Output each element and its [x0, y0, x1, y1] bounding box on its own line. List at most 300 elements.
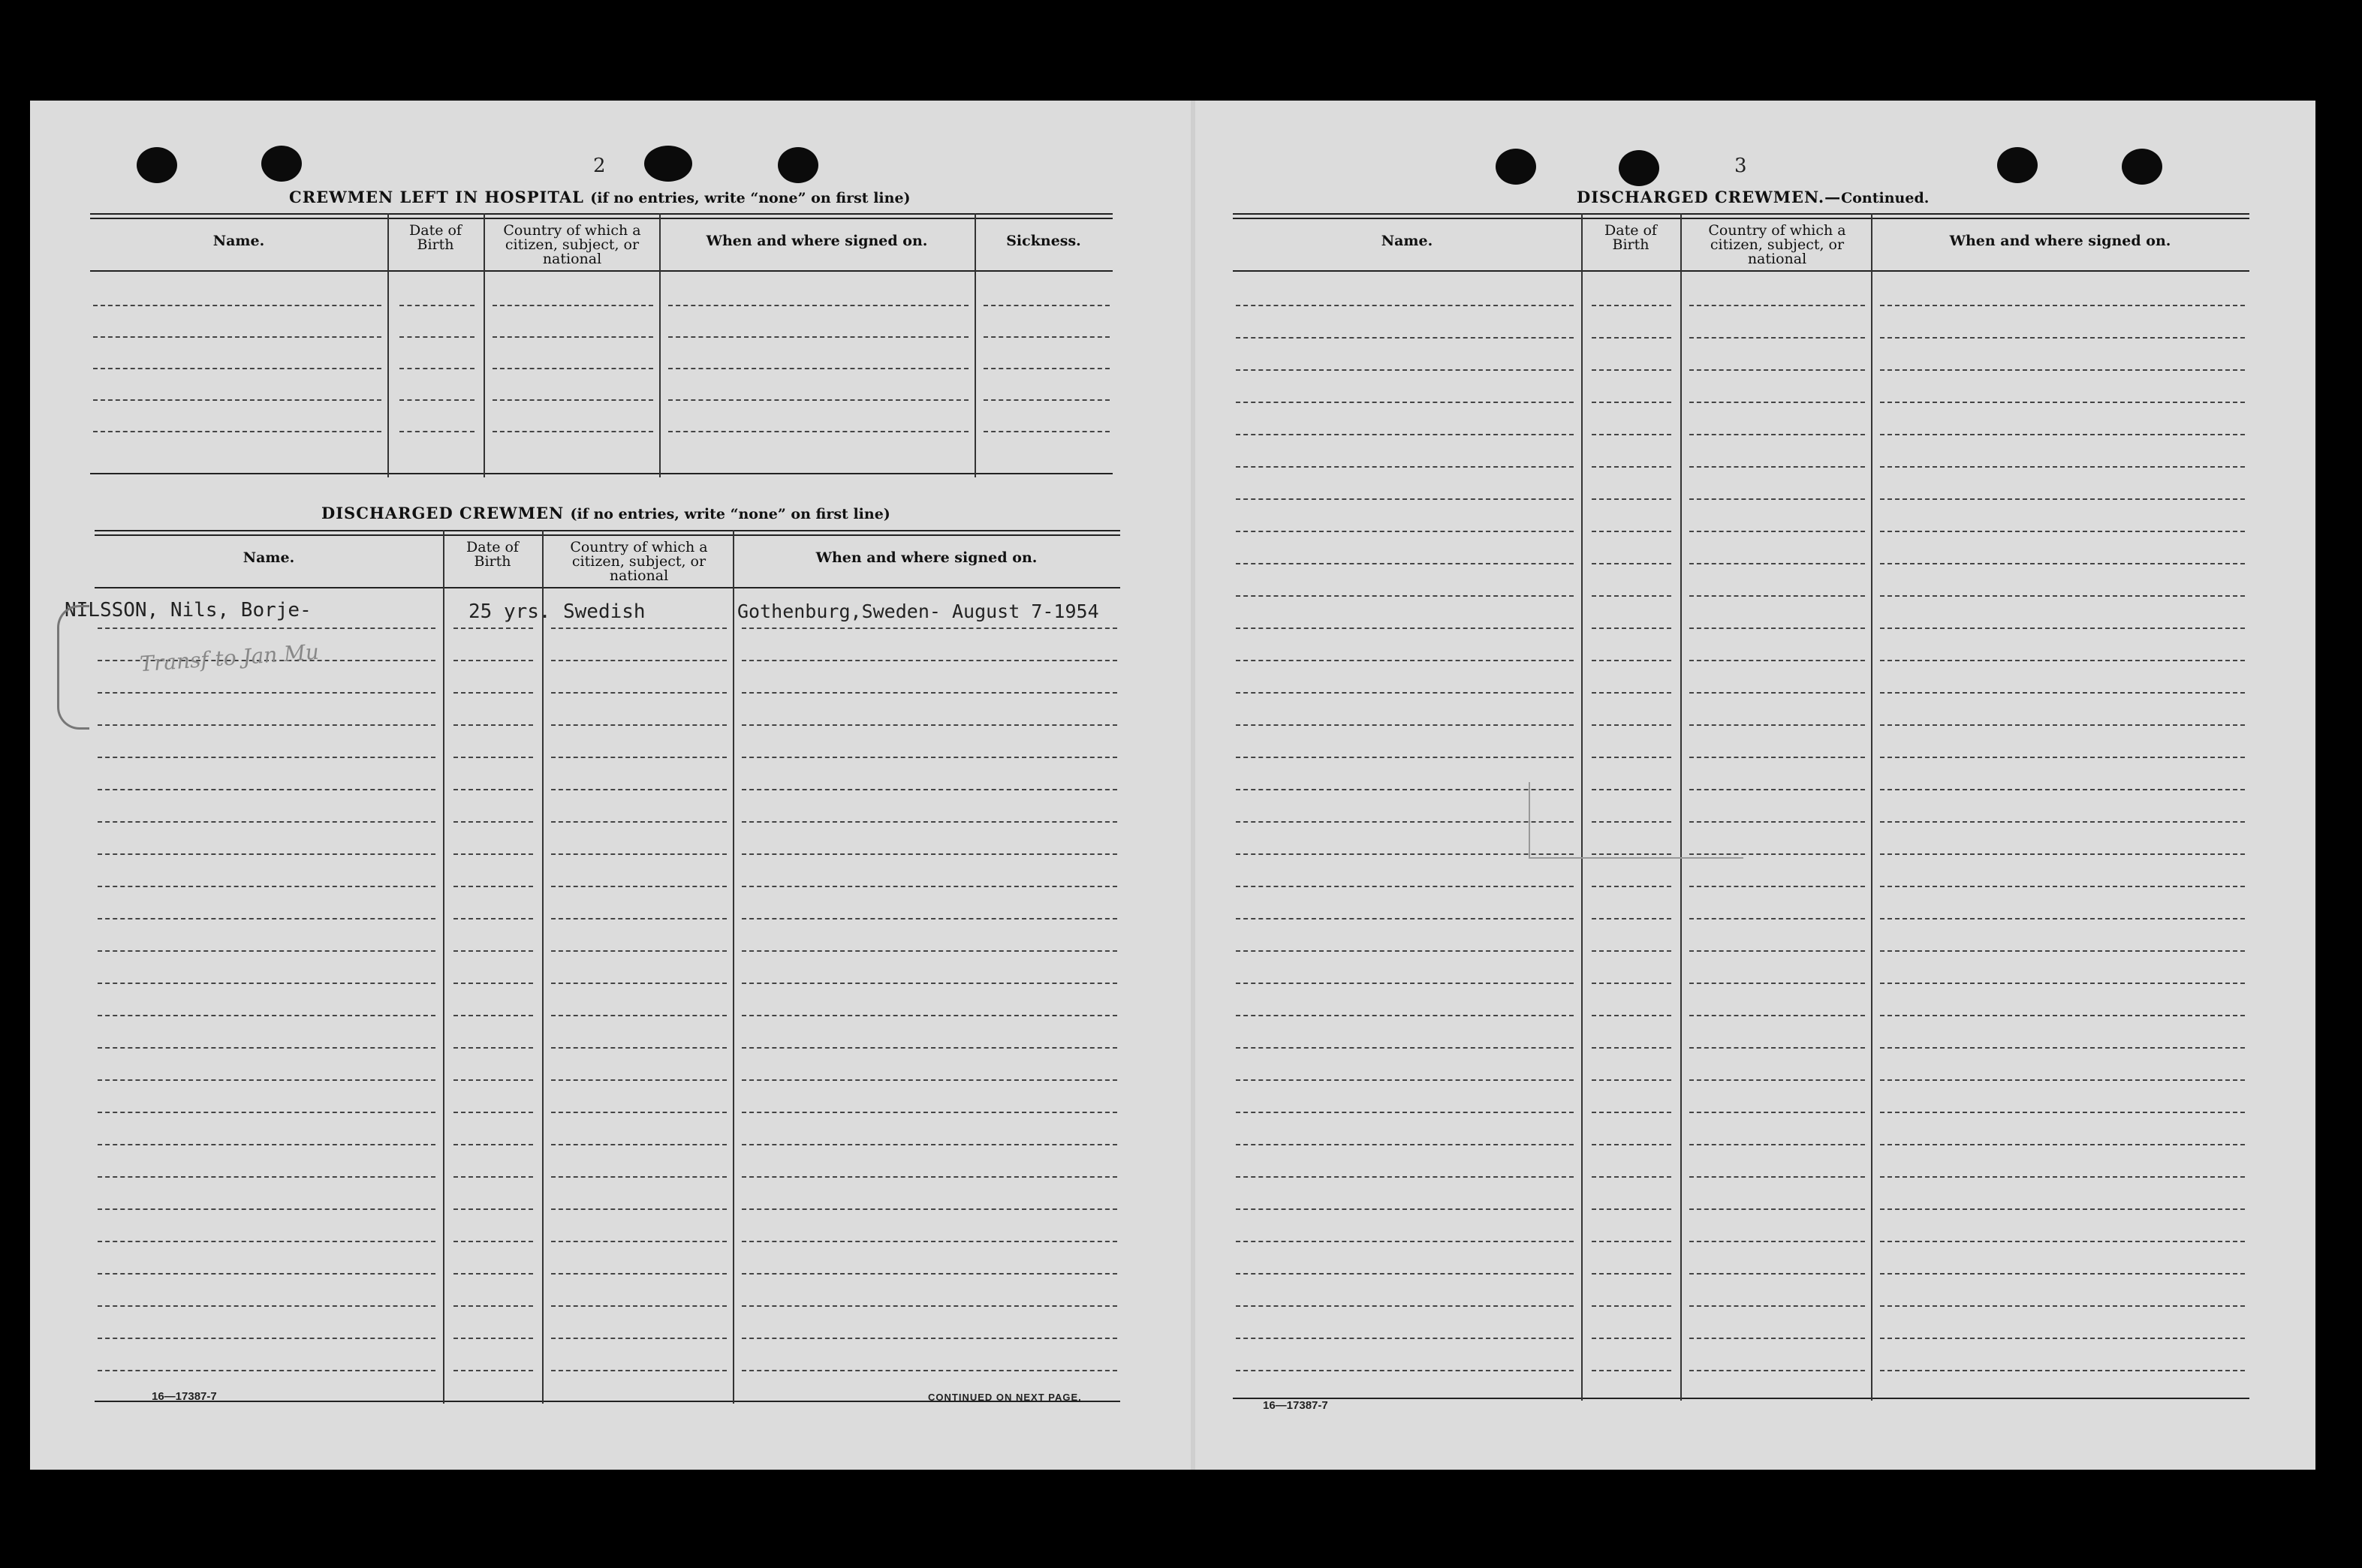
dashed-segment [453, 789, 533, 790]
dashed-segment [1592, 595, 1671, 597]
dashed-segment [1236, 1338, 1574, 1339]
page-number: 2 [593, 155, 606, 177]
dashed-segment [93, 399, 381, 401]
dashed-segment [98, 1015, 435, 1016]
hospital-title-note: (if no entries, write “none” on first line) [590, 190, 911, 206]
dashed-segment [93, 368, 381, 369]
dashed-segment [453, 1015, 533, 1016]
dashed-segment [1592, 724, 1671, 726]
dashed-segment [1880, 563, 2245, 564]
discharged-title-text: DISCHARGED CREWMEN [321, 504, 565, 522]
dashed-segment [1880, 1370, 2245, 1371]
dashed-segment [1689, 305, 1865, 306]
dashed-segment [1689, 724, 1865, 726]
dashed-segment [1592, 1176, 1671, 1178]
entry-country: Swedish [563, 600, 646, 623]
dashed-segment [1592, 1338, 1671, 1339]
dashed-segment [493, 399, 653, 401]
dashed-segment [742, 724, 1117, 726]
dashed-segment [1689, 1370, 1865, 1371]
dashed-segment [453, 1208, 533, 1210]
dashed-segment [453, 950, 533, 952]
dashed-segment [551, 1144, 727, 1145]
dashed-segment [453, 660, 533, 661]
dashed-segment [1689, 983, 1865, 984]
dashed-segment [1880, 1079, 2245, 1081]
dashed-segment [1236, 628, 1574, 629]
handwritten-note: Transf to Jan Mu [139, 639, 320, 677]
dashed-segment [1880, 305, 2245, 306]
column-header-signed-on: When and where signed on. [815, 549, 1038, 566]
dashed-segment [453, 886, 533, 887]
dashed-segment [984, 368, 1110, 369]
dashed-segment [668, 305, 969, 306]
dashed-segment [984, 431, 1110, 432]
dashed-segment [453, 821, 533, 823]
column-header-dob: Date of Birth [1604, 222, 1657, 253]
dashed-segment [1592, 1112, 1671, 1113]
dashed-segment [1592, 1047, 1671, 1049]
dashed-segment [1236, 595, 1574, 597]
dashed-segment [1880, 1112, 2245, 1113]
discharged-continued-title [1577, 188, 1929, 206]
dashed-segment [1236, 660, 1574, 661]
dashed-segment [453, 918, 533, 919]
dashed-segment [742, 1112, 1117, 1113]
dashed-segment [1880, 628, 2245, 629]
continued-note: CONTINUED ON NEXT PAGE. [928, 1392, 1082, 1403]
dashed-segment [1689, 660, 1865, 661]
dashed-segment [984, 336, 1110, 338]
form-number: 16—17387-7 [152, 1390, 217, 1403]
dashed-segment [1592, 466, 1671, 468]
dashed-segment [1880, 1241, 2245, 1242]
dashed-segment [1592, 563, 1671, 564]
column-header-name: Name. [1381, 233, 1433, 249]
dashed-segment [1880, 337, 2245, 339]
dashed-segment [453, 1176, 533, 1178]
dashed-segment [1236, 692, 1574, 694]
dashed-segment [1592, 983, 1671, 984]
dashed-segment [1592, 369, 1671, 371]
dashed-segment [1689, 1273, 1865, 1275]
dashed-segment [493, 305, 653, 306]
dashed-segment [551, 1338, 727, 1339]
dashed-segment [551, 1241, 727, 1242]
dashed-segment [742, 1241, 1117, 1242]
dashed-segment [1236, 789, 1574, 790]
dashed-segment [1880, 886, 2245, 887]
dashed-segment [1880, 789, 2245, 790]
dashed-segment [1880, 369, 2245, 371]
header-rule [90, 270, 1113, 272]
dashed-segment [93, 336, 381, 338]
dashed-segment [98, 1208, 435, 1210]
dashed-segment [1236, 1273, 1574, 1275]
dashed-segment [1880, 402, 2245, 403]
table-top-rule [1233, 213, 2249, 219]
dashed-segment [742, 1273, 1117, 1275]
dashed-segment [1592, 1241, 1671, 1242]
dashed-segment [1592, 1144, 1671, 1145]
dashed-segment [1592, 757, 1671, 758]
dashed-segment [1880, 466, 2245, 468]
dashed-segment [1592, 498, 1671, 500]
document-scan [30, 101, 2315, 1470]
dashed-segment [1236, 305, 1574, 306]
dashed-segment [551, 853, 727, 855]
header-rule [95, 587, 1120, 588]
dashed-segment [742, 853, 1117, 855]
right-page [1201, 101, 2315, 1470]
dashed-segment [1880, 853, 2245, 855]
dashed-segment [1880, 757, 2245, 758]
dashed-segment [1236, 1015, 1574, 1016]
dashed-segment [1880, 1047, 2245, 1049]
dashed-segment [742, 1208, 1117, 1210]
dashed-segment [1236, 950, 1574, 952]
dashed-segment [98, 1176, 435, 1178]
dashed-segment [1592, 402, 1671, 403]
dashed-segment [1689, 1208, 1865, 1210]
discharged-continued-title-text: DISCHARGED CREWMEN.— [1577, 188, 1842, 206]
dashed-segment [668, 431, 969, 432]
dashed-segment [1689, 757, 1865, 758]
dashed-segment [1592, 1208, 1671, 1210]
dashed-segment [1236, 1047, 1574, 1049]
dashed-segment [1880, 1338, 2245, 1339]
dashed-segment [1236, 1370, 1574, 1371]
dashed-segment [1689, 369, 1865, 371]
dashed-segment [98, 1079, 435, 1081]
column-divider [975, 213, 976, 477]
handwritten-bracket [57, 605, 89, 730]
hospital-section-title [289, 188, 911, 206]
dashed-segment [1880, 498, 2245, 500]
dashed-segment [742, 1079, 1117, 1081]
left-page [30, 101, 1186, 1470]
dashed-segment [551, 886, 727, 887]
dashed-segment [1592, 918, 1671, 919]
dashed-segment [1689, 1144, 1865, 1145]
discharged-title-note: (if no entries, write “none” on first line) [570, 506, 890, 522]
dashed-segment [668, 399, 969, 401]
dashed-segment [1236, 1144, 1574, 1145]
entry-name: NILSSON, Nils, Borje- [65, 599, 312, 621]
dashed-segment [98, 789, 435, 790]
dashed-segment [1880, 1208, 2245, 1210]
column-header-country: Country of which a citizen, subject, or national [503, 222, 641, 267]
dashed-segment [93, 305, 381, 306]
dashed-segment [1689, 950, 1865, 952]
dashed-segment [1880, 983, 2245, 984]
dashed-segment [1689, 1079, 1865, 1081]
dashed-segment [453, 628, 533, 629]
dashed-segment [1880, 918, 2245, 919]
dashed-segment [98, 1112, 435, 1113]
dashed-segment [1880, 1305, 2245, 1307]
dashed-segment [1592, 1015, 1671, 1016]
dashed-segment [551, 1015, 727, 1016]
dashed-segment [1236, 369, 1574, 371]
dashed-segment [551, 724, 727, 726]
dashed-segment [1236, 1112, 1574, 1113]
column-header-sickness: Sickness. [1006, 233, 1081, 249]
discharged-section-title [321, 504, 890, 522]
dashed-segment [1689, 1241, 1865, 1242]
column-divider [659, 213, 661, 477]
punch-hole [1496, 149, 1536, 185]
dashed-segment [1880, 531, 2245, 532]
dashed-segment [1592, 886, 1671, 887]
dashed-segment [742, 821, 1117, 823]
dashed-segment [551, 692, 727, 694]
dashed-segment [98, 1144, 435, 1145]
dashed-segment [1880, 1144, 2245, 1145]
dashed-segment [98, 724, 435, 726]
table-bottom-rule [90, 473, 1113, 474]
dashed-segment [1236, 724, 1574, 726]
dashed-segment [453, 983, 533, 984]
dashed-segment [551, 757, 727, 758]
dashed-segment [98, 1305, 435, 1307]
dashed-segment [1880, 724, 2245, 726]
dashed-segment [1689, 692, 1865, 694]
dashed-segment [984, 305, 1110, 306]
punch-hole [137, 147, 177, 183]
column-divider [484, 213, 485, 477]
dashed-segment [493, 368, 653, 369]
dashed-segment [742, 918, 1117, 919]
column-header-country: Country of which a citizen, subject, or national [570, 539, 708, 584]
dashed-segment [1592, 628, 1671, 629]
dashed-segment [1689, 1047, 1865, 1049]
dashed-segment [1236, 563, 1574, 564]
dashed-segment [1236, 1241, 1574, 1242]
dashed-segment [1689, 1176, 1865, 1178]
dashed-segment [1236, 1079, 1574, 1081]
dashed-segment [1689, 886, 1865, 887]
discharged-table [65, 530, 1120, 1404]
dashed-segment [453, 853, 533, 855]
dashed-segment [551, 1047, 727, 1049]
dashed-segment [453, 1079, 533, 1081]
dashed-segment [399, 305, 475, 306]
dashed-segment [1689, 531, 1865, 532]
dashed-segment [551, 1079, 727, 1081]
dashed-segment [551, 628, 727, 629]
dashed-segment [453, 1047, 533, 1049]
dashed-segment [453, 1273, 533, 1275]
dashed-segment [1880, 434, 2245, 435]
column-header-dob: Date of Birth [409, 222, 462, 253]
dashed-segment [1689, 1338, 1865, 1339]
punch-hole [644, 146, 692, 182]
table-top-rule [90, 213, 1113, 219]
table-top-rule [95, 530, 1120, 536]
entry-signed-on: Gothenburg,Sweden- August 7-1954 [737, 600, 1099, 622]
dashed-segment [399, 336, 475, 338]
column-divider [1871, 213, 1872, 1401]
dashed-segment [1689, 918, 1865, 919]
dashed-segment [1236, 1176, 1574, 1178]
column-divider [443, 530, 444, 1404]
dashed-segment [1592, 1370, 1671, 1371]
dashed-segment [1880, 660, 2245, 661]
dashed-segment [742, 1015, 1117, 1016]
dashed-segment [1236, 886, 1574, 887]
dashed-segment [742, 1176, 1117, 1178]
dashed-segment [98, 1047, 435, 1049]
dashed-segment [98, 918, 435, 919]
dashed-segment [453, 1370, 533, 1371]
dashed-segment [98, 1273, 435, 1275]
dashed-segment [742, 886, 1117, 887]
table-bottom-rule [1233, 1398, 2249, 1399]
dashed-segment [1689, 498, 1865, 500]
dashed-segment [1592, 1273, 1671, 1275]
dashed-segment [668, 368, 969, 369]
dashed-segment [399, 368, 475, 369]
dashed-segment [453, 1305, 533, 1307]
dashed-segment [399, 431, 475, 432]
dashed-segment [551, 918, 727, 919]
dashed-segment [1880, 1273, 2245, 1275]
dashed-segment [399, 399, 475, 401]
column-header-signed-on: When and where signed on. [706, 233, 928, 249]
dashed-segment [98, 757, 435, 758]
dashed-segment [1236, 434, 1574, 435]
header-rule [1233, 270, 2249, 272]
dashed-segment [668, 336, 969, 338]
dashed-segment [742, 983, 1117, 984]
dashed-segment [1236, 821, 1574, 823]
dashed-segment [551, 1176, 727, 1178]
dashed-segment [742, 1144, 1117, 1145]
dashed-segment [1236, 983, 1574, 984]
dashed-segment [493, 431, 653, 432]
dashed-segment [1880, 821, 2245, 823]
dashed-segment [1236, 531, 1574, 532]
dashed-segment [742, 660, 1117, 661]
column-header-dob: Date of Birth [466, 539, 519, 570]
dashed-segment [1592, 692, 1671, 694]
dashed-segment [742, 1047, 1117, 1049]
dashed-segment [98, 628, 435, 629]
dashed-segment [742, 950, 1117, 952]
dashed-segment [742, 789, 1117, 790]
dashed-segment [1236, 337, 1574, 339]
discharged-continued-table [1233, 213, 2249, 1401]
punch-hole [261, 146, 302, 182]
dashed-segment [1236, 1305, 1574, 1307]
dashed-segment [1236, 1208, 1574, 1210]
discharged-continued-suffix: Continued. [1841, 190, 1930, 206]
dashed-segment [742, 1338, 1117, 1339]
page-fold [1191, 101, 1195, 1470]
dashed-segment [551, 1273, 727, 1275]
dashed-segment [453, 724, 533, 726]
dashed-segment [1880, 595, 2245, 597]
dashed-segment [1592, 337, 1671, 339]
dashed-segment [1236, 757, 1574, 758]
dashed-segment [551, 821, 727, 823]
dashed-segment [1689, 563, 1865, 564]
dashed-segment [1592, 660, 1671, 661]
column-divider [542, 530, 544, 1404]
column-divider [387, 213, 389, 477]
dashed-segment [98, 950, 435, 952]
dashed-segment [551, 1112, 727, 1113]
dashed-segment [551, 789, 727, 790]
dashed-segment [453, 1338, 533, 1339]
dashed-segment [98, 1370, 435, 1371]
punch-hole [1997, 147, 2038, 183]
dashed-segment [453, 1144, 533, 1145]
dashed-segment [93, 431, 381, 432]
dashed-segment [98, 1241, 435, 1242]
dashed-segment [742, 692, 1117, 694]
dashed-segment [98, 692, 435, 694]
page-number: 3 [1734, 155, 1747, 177]
dashed-segment [1880, 950, 2245, 952]
dashed-segment [551, 1370, 727, 1371]
dashed-segment [1689, 1305, 1865, 1307]
dashed-segment [1689, 337, 1865, 339]
punch-hole [2122, 149, 2162, 185]
dashed-segment [453, 757, 533, 758]
dashed-segment [1689, 628, 1865, 629]
dashed-segment [98, 886, 435, 887]
dashed-segment [1689, 595, 1865, 597]
dashed-segment [551, 1305, 727, 1307]
column-header-name: Name. [212, 233, 265, 249]
dashed-segment [1689, 402, 1865, 403]
dashed-segment [1880, 1015, 2245, 1016]
dashed-segment [551, 950, 727, 952]
dashed-segment [1236, 498, 1574, 500]
dashed-segment [1592, 1305, 1671, 1307]
dashed-segment [98, 983, 435, 984]
dashed-segment [551, 1208, 727, 1210]
column-header-name: Name. [243, 549, 295, 566]
punch-hole [778, 147, 818, 183]
dashed-segment [453, 1112, 533, 1113]
dashed-segment [493, 336, 653, 338]
dashed-segment [742, 628, 1117, 629]
column-divider [733, 530, 734, 1404]
faint-stamp [1529, 782, 1743, 859]
column-header-country: Country of which a citizen, subject, or national [1708, 222, 1846, 267]
dashed-segment [1236, 918, 1574, 919]
dashed-segment [1236, 466, 1574, 468]
dashed-segment [1880, 692, 2245, 694]
dashed-segment [1236, 853, 1574, 855]
dashed-segment [1880, 1176, 2245, 1178]
dashed-segment [1592, 305, 1671, 306]
dashed-segment [742, 757, 1117, 758]
dashed-segment [453, 692, 533, 694]
dashed-segment [98, 1338, 435, 1339]
dashed-segment [1689, 466, 1865, 468]
dashed-segment [98, 821, 435, 823]
column-header-signed-on: When and where signed on. [1949, 233, 2171, 249]
hospital-title-text: CREWMEN LEFT IN HOSPITAL [289, 188, 584, 206]
dashed-segment [1689, 1112, 1865, 1113]
dashed-segment [1592, 1079, 1671, 1081]
entry-date-of-birth: 25 yrs. [468, 600, 551, 623]
dashed-segment [1236, 402, 1574, 403]
